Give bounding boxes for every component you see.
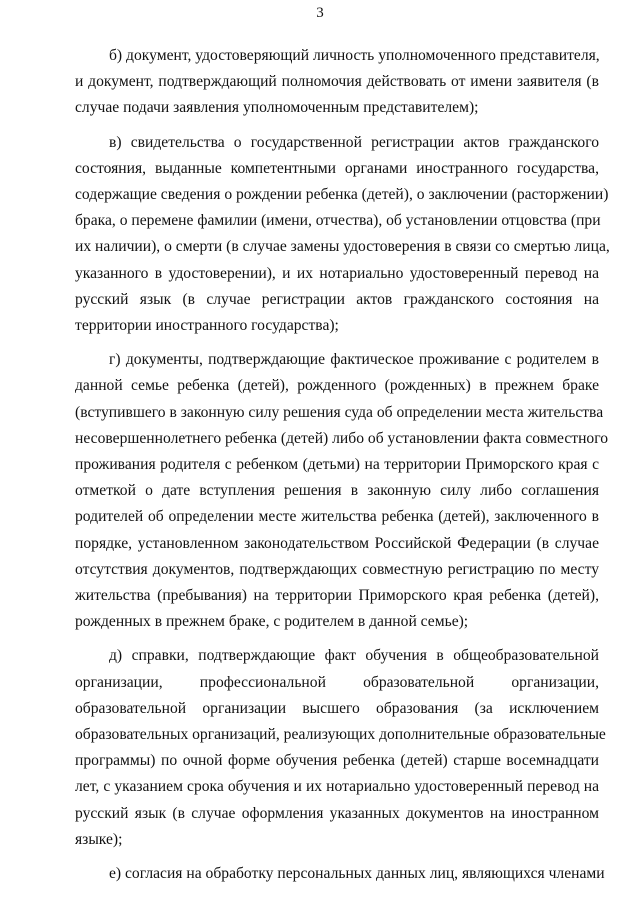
text-line: рожденных в прежнем браке, с родителем в данной семье); [75,613,469,631]
text-line: несовершеннолетнего ребенка (детей) либо об установлении факта совместного [75,429,609,447]
text-line: д) справки, подтверждающие факт обучения в общеобразовательной [109,647,599,665]
text-line: программы) по очной форме обучения ребенка (детей) старше восемнадцати [75,752,599,770]
text-line: брака, о перемене фамилии (имени, отчества), об установлении отцовства (при [75,212,601,230]
text-line: их наличии), о смерти (в случае замены удостоверения в связи со смертью лица, [75,238,610,256]
text-line: б) документ, удостоверяющий личность уполномоченного представителя, [109,47,600,64]
text-line: русский язык (в случае регистрации актов гражданского состояния на [75,290,599,308]
text-line: (вступившего в законную силу решения суда об определении места жительства [75,403,604,421]
text-line: указанного в удостоверении), и их нотариально удостоверенный перевод на [75,264,599,282]
text-line: содержащие сведения о рождении ребенка (детей), о заключении (расторжении) [75,186,609,204]
text-line: русский язык (в случае оформления указанных документов на иностранном [75,804,599,822]
text-line: отметкой о дате вступления решения в законную силу либо соглашения [75,482,599,500]
text-line: территории иностранного государства); [75,317,339,335]
text-line: организации, профессиональной образовательной организации, [75,673,599,691]
paragraph-item-b [75,43,599,122]
document-body [75,43,610,895]
text-line: образовательных организаций, реализующих дополнительные образовательные [75,726,606,744]
text-line: отсутствия документов, подтверждающих совместную регистрацию по месту [75,560,599,578]
text-line: данной семье ребенка (детей), рожденного (рожденных) в прежнем браке [75,377,599,395]
text-line: е) согласия на обработку персональных данных лиц, являющихся членами [109,865,605,883]
text-line: случае подачи заявления уполномоченным представителем); [75,99,479,117]
text-line: порядке, установленном законодательством Российской Федерации (в случае [75,534,599,552]
paragraph-item-g [75,347,609,635]
text-line: проживания родителя с ребенком (детьми) на территории Приморского края с [75,456,599,474]
text-line: родителей об определении месте жительства ребенка (детей), заключенного в [75,508,599,526]
paragraph-item-e [75,861,605,887]
text-line: языке); [75,830,123,848]
text-line: и документ, подтверждающий полномочия действовать от имени заявителя (в [75,73,599,91]
paragraph-item-v [75,130,610,340]
text-line: состояния, выданные компетентными органами иностранного государства, [75,159,599,177]
text-line: в) свидетельства о государственной регистрации актов гражданского [109,133,599,151]
text-line: образовательной организации высшего образования (за исключением [75,699,599,717]
text-line: г) документы, подтверждающие фактическое проживание с родителем в [109,351,599,369]
text-line: жительства (пребывания) на территории Приморского края ребенка (детей), [75,587,599,605]
page-number: 3 [316,5,324,21]
text-line: лет, с указанием срока обучения и их нотариально удостоверенный перевод на [75,778,599,796]
paragraph-item-d [75,643,606,853]
